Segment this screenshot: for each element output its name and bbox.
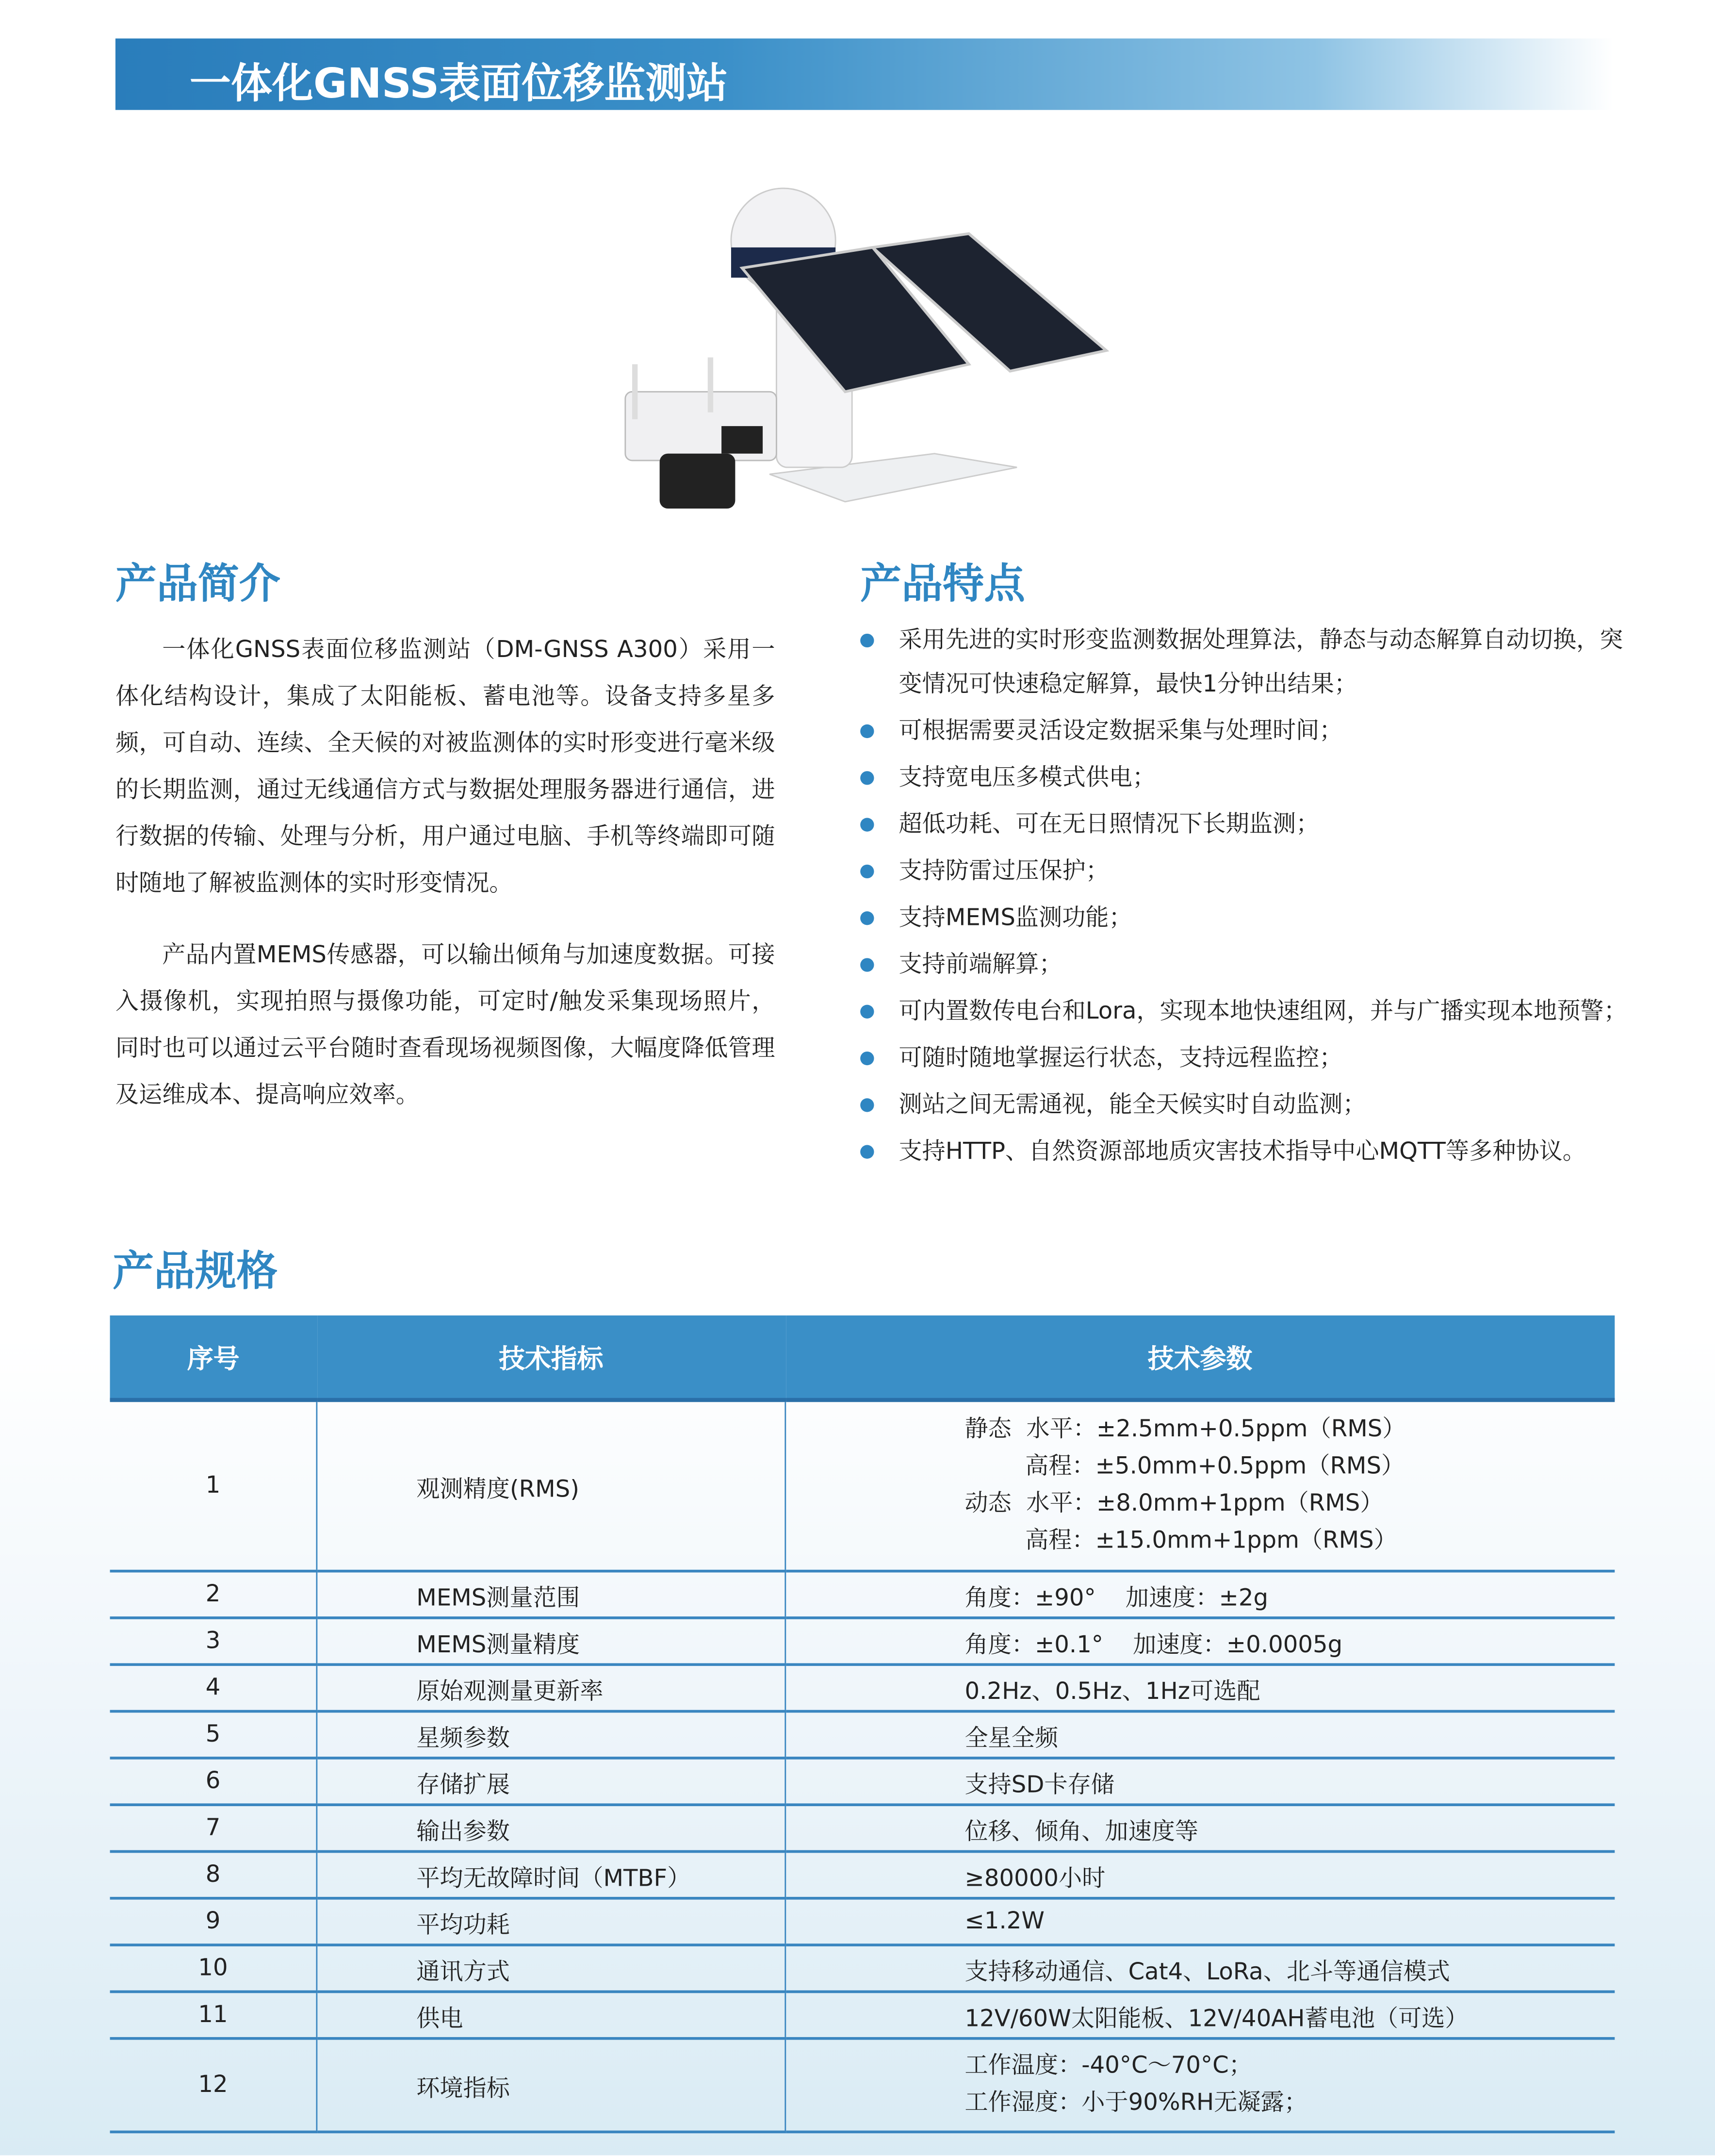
parameter-line: 工作温度：-40°C～70°C； bbox=[964, 2052, 1252, 2080]
table-row bbox=[110, 1991, 1615, 2038]
intro-paragraph: 产品内置MEMS传感器，可以输出倾角与加速度数据。可接入摄像机，实现拍照与摄像功能，可定时/触发采集现场照片，同时也可以通过云平台随时查看现场视频图像，大幅度降低管理及运维成本、提高响应效率。 bbox=[115, 941, 775, 1109]
row-parameter bbox=[785, 1898, 1615, 1945]
row-number: 8 bbox=[110, 1852, 317, 1898]
parameter-line: 静态 水平：±2.5mm+0.5ppm（RMS） bbox=[964, 1415, 1406, 1444]
table-row bbox=[110, 1618, 1615, 1664]
title-banner bbox=[115, 38, 1614, 110]
feature-item: 超低功耗、可在无日照情况下长期监测； bbox=[860, 803, 1630, 847]
row-parameter bbox=[785, 1945, 1615, 1991]
row-indicator: 供电 bbox=[317, 1991, 785, 2038]
feature-item: 支持防雷过压保护； bbox=[860, 850, 1630, 894]
feature-item: 可内置数传电台和Lora，实现本地快速组网，并与广播实现本地预警； bbox=[860, 989, 1630, 1034]
row-parameter bbox=[785, 2039, 1615, 2132]
row-number: 5 bbox=[110, 1712, 317, 1758]
row-indicator: MEMS测量范围 bbox=[317, 1571, 785, 1618]
feature-item: 支持宽电压多模式供电； bbox=[860, 756, 1630, 800]
table-row bbox=[110, 2039, 1615, 2132]
row-parameter bbox=[785, 1664, 1615, 1711]
intro-paragraph: 一体化GNSS表面位移监测站（DM-GNSS A300）采用一体化结构设计，集成了太阳能板、蓄电池等。设备支持多星多频，可自动、连续、全天候的对被监测体的实时形变进行毫米级的长期监测，通过无线通信方式与数据处理服务器进行通信，进行数据的传输、处理与分析，用户通过电脑、手机等终端即可随时随地了解被监测体的实时形变情况。 bbox=[115, 636, 775, 898]
feature-item: 支持HTTP、自然资源部地质灾害技术指导中心MQTT等多种协议。 bbox=[860, 1130, 1630, 1174]
row-parameter bbox=[785, 1712, 1615, 1758]
row-indicator: 原始观测量更新率 bbox=[317, 1664, 785, 1711]
row-parameter bbox=[785, 1618, 1615, 1664]
row-indicator: 通讯方式 bbox=[317, 1945, 785, 1991]
feature-item: 测站之间无需通视，能全天候实时自动监测； bbox=[860, 1083, 1630, 1127]
row-number: 7 bbox=[110, 1805, 317, 1851]
row-number: 12 bbox=[110, 2039, 317, 2132]
row-parameter bbox=[785, 1571, 1615, 1618]
parameter-line: 高程：±5.0mm+0.5ppm（RMS） bbox=[1025, 1453, 1405, 1481]
table-row bbox=[110, 1898, 1615, 1945]
parameter-line: ≥80000小时 bbox=[964, 1864, 1106, 1893]
feature-item: 支持前端解算； bbox=[860, 943, 1630, 987]
row-number: 11 bbox=[110, 1991, 317, 2038]
row-indicator: 观测精度(RMS) bbox=[317, 1400, 785, 1571]
row-number: 3 bbox=[110, 1618, 317, 1664]
table-row bbox=[110, 1945, 1615, 1991]
row-indicator: 输出参数 bbox=[317, 1805, 785, 1851]
table-row bbox=[110, 1852, 1615, 1898]
parameter-line: 支持移动通信、Cat4、LoRa、北斗等通信模式 bbox=[964, 1958, 1450, 1986]
feature-item: 可根据需要灵活设定数据采集与处理时间； bbox=[860, 709, 1630, 754]
gnss-station-image bbox=[604, 185, 1113, 515]
parameter-line: 动态 水平：±8.0mm+1ppm（RMS） bbox=[964, 1490, 1384, 1518]
parameter-line: 角度：±90° 加速度：±2g bbox=[964, 1584, 1269, 1612]
parameter-line: 位移、倾角、加速度等 bbox=[964, 1818, 1199, 1845]
row-number: 10 bbox=[110, 1945, 317, 1991]
row-parameter bbox=[785, 1805, 1615, 1851]
features-list bbox=[860, 619, 1630, 1177]
row-parameter bbox=[785, 1400, 1615, 1571]
row-number: 4 bbox=[110, 1664, 317, 1711]
header-no: 序号 bbox=[110, 1316, 317, 1400]
parameter-line: ≤1.2W bbox=[964, 1908, 1045, 1936]
table-row bbox=[110, 1758, 1615, 1805]
row-number: 6 bbox=[110, 1758, 317, 1805]
specs-heading: 产品规格 bbox=[113, 1248, 278, 1297]
feature-item: 可随时随地掌握运行状态，支持远程监控； bbox=[860, 1037, 1630, 1081]
table-row bbox=[110, 1571, 1615, 1618]
row-parameter bbox=[785, 1991, 1615, 2038]
parameter-line: 0.2Hz、0.5Hz、1Hz可选配 bbox=[964, 1678, 1260, 1705]
parameter-line: 工作湿度：小于90%RH无凝露； bbox=[964, 2089, 1307, 2117]
page-title: 一体化GNSS表面位移监测站 bbox=[189, 60, 728, 109]
row-indicator: 平均无故障时间（MTBF） bbox=[317, 1852, 785, 1898]
parameter-line: 全星全频 bbox=[964, 1724, 1059, 1752]
row-parameter bbox=[785, 1852, 1615, 1898]
parameter-line: 角度：±0.1° 加速度：±0.0005g bbox=[964, 1630, 1343, 1659]
table-row bbox=[110, 1664, 1615, 1711]
specs-table bbox=[110, 1316, 1615, 2133]
parameter-line: 支持SD卡存储 bbox=[964, 1771, 1114, 1799]
parameter-line: 12V/60W太阳能板、12V/40AH蓄电池（可选） bbox=[964, 2005, 1469, 2032]
table-row bbox=[110, 1400, 1615, 1571]
row-indicator: 存储扩展 bbox=[317, 1758, 785, 1805]
row-indicator: 环境指标 bbox=[317, 2039, 785, 2132]
features-heading: 产品特点 bbox=[860, 560, 1026, 609]
table-row bbox=[110, 1805, 1615, 1851]
row-indicator: 平均功耗 bbox=[317, 1898, 785, 1945]
row-number: 2 bbox=[110, 1571, 317, 1618]
row-number: 1 bbox=[110, 1400, 317, 1571]
intro-heading: 产品简介 bbox=[115, 560, 280, 609]
parameter-line: 高程：±15.0mm+1ppm（RMS） bbox=[1025, 1527, 1397, 1555]
header-indicator: 技术指标 bbox=[317, 1316, 785, 1400]
table-row bbox=[110, 1712, 1615, 1758]
row-indicator: MEMS测量精度 bbox=[317, 1618, 785, 1664]
feature-item: 采用先进的实时形变监测数据处理算法，静态与动态解算自动切换，突变情况可快速稳定解算，最快1分钟出结果； bbox=[860, 619, 1630, 707]
row-parameter bbox=[785, 1758, 1615, 1805]
feature-item: 支持MEMS监测功能； bbox=[860, 896, 1630, 940]
row-indicator: 星频参数 bbox=[317, 1712, 785, 1758]
row-number: 9 bbox=[110, 1898, 317, 1945]
header-parameter: 技术参数 bbox=[785, 1316, 1615, 1400]
